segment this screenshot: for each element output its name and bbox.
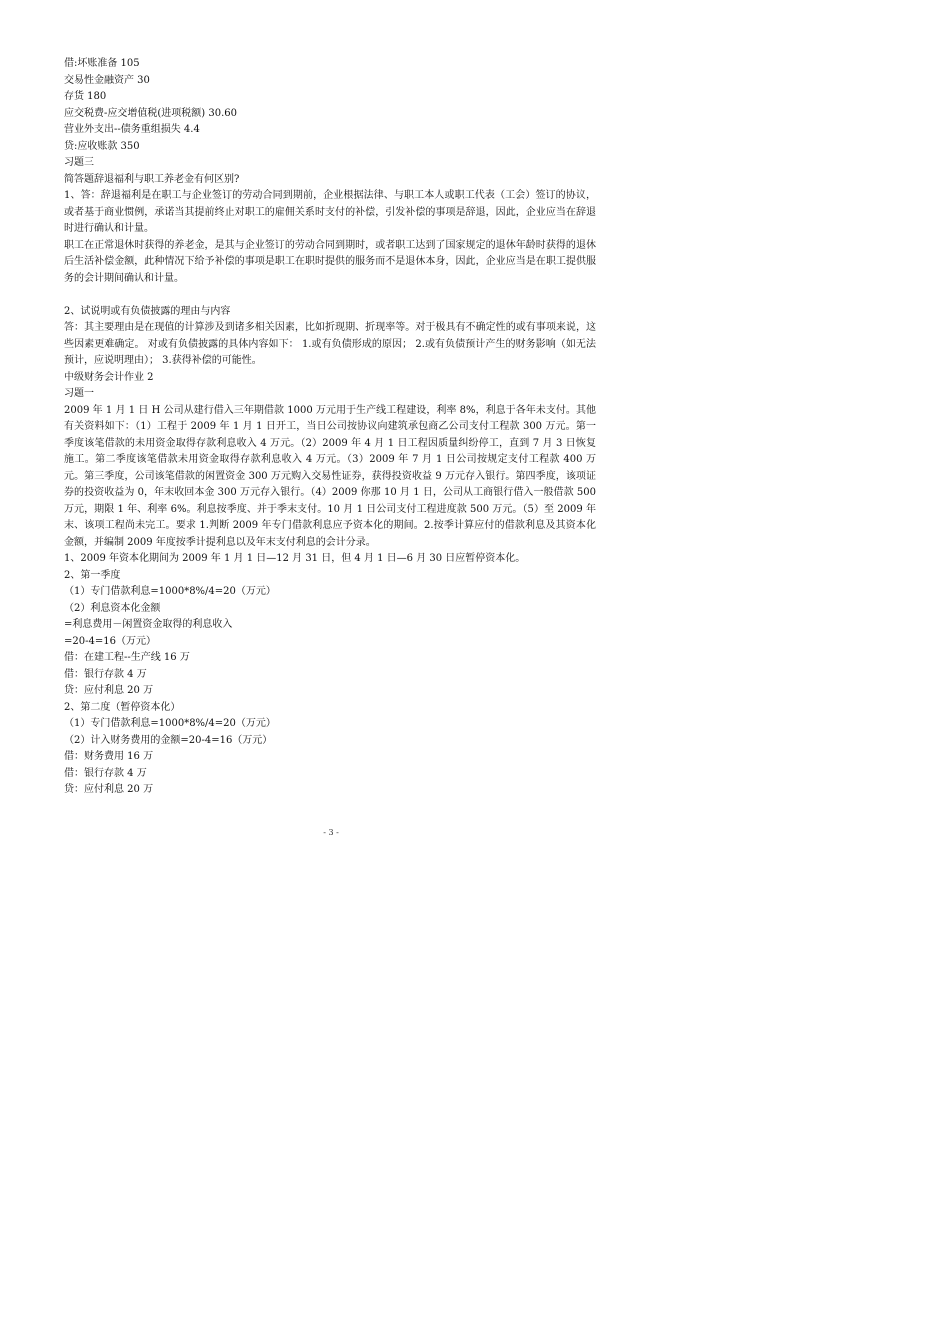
page-number: - 3 - xyxy=(323,828,339,837)
calculation-line: （2）计入财务费用的金额=20-4=16（万元） xyxy=(64,734,273,746)
journal-line: 贷：应付利息 20 万 xyxy=(64,784,154,795)
answer-paragraph: 答：其主要理由是在现值的计算涉及到诸多相关因素，比如折现期、折现率等。对于极具有不确定性的或有事项来说，这些因素更难确定。 对或有负债披露的具体内容如下： 1.或有负债形成的原因； 2.或有负债预计产生的财务影响（如无法预计，应说明理由）； 3.获得补偿的可能性。 xyxy=(64,322,596,366)
quarter-heading: 2、第二度（暂停资本化） xyxy=(64,701,181,713)
journal-line: 应交税费-应交增值税(进项税额) 30.60 xyxy=(64,107,237,119)
calculation-line: （1）专门借款利息=1000*8%/4=20（万元） xyxy=(64,718,276,729)
exercise-heading: 习题三 xyxy=(64,157,94,168)
calculation-line: （2）利息资本化金额 xyxy=(64,602,161,614)
calculation-line: =利息费用－闲置资金取得的利息收入 xyxy=(64,619,233,630)
journal-line: 贷：应付利息 20 万 xyxy=(64,685,154,696)
document-page xyxy=(64,56,596,799)
answer-paragraph: 职工在正常退休时获得的养老金，是其与企业签订的劳动合同到期时，或者职工达到了国家规定的退休年龄时获得的退休后生活补偿金额，此种情况下给予补偿的事项是职工在职时提供的服务而不是退休本身，因此，企业应当是在职工提供服务的会计期间确认和计量。 xyxy=(64,239,596,284)
calculation-line: =20-4=16（万元） xyxy=(64,635,156,647)
journal-line: 借:坏账准备 105 xyxy=(64,58,140,69)
journal-line: 交易性金融资产 30 xyxy=(64,74,150,86)
quarter-heading: 2、第一季度 xyxy=(64,569,121,581)
section-title: 中级财务会计作业 2 xyxy=(64,371,154,383)
question-title: 简答题辞退福利与职工养老金有何区别? xyxy=(64,173,240,185)
journal-line: 存货 180 xyxy=(64,91,107,102)
answer-line: 1、2009 年资本化期间为 2009 年 1 月 1 日—12 月 31 日，但 4 月 1 日—6 月 30 日应暂停资本化。 xyxy=(64,553,526,564)
blank-line xyxy=(64,287,596,304)
journal-line: 贷:应收账款 350 xyxy=(64,140,140,152)
calculation-line: （1）专门借款利息=1000*8%/4=20（万元） xyxy=(64,586,276,597)
journal-line: 营业外支出--债务重组损失 4.4 xyxy=(64,124,200,135)
journal-line: 借：银行存款 4 万 xyxy=(64,668,147,680)
journal-line: 借：在建工程--生产线 16 万 xyxy=(64,652,190,663)
exercise-heading: 习题一 xyxy=(64,388,94,399)
answer-paragraph: 1、答：辞退福利是在职工与企业签订的劳动合同到期前，企业根据法律、与职工本人或职工代表（工会）签订的协议，或者基于商业惯例，承诺当其提前终止对职工的雇佣关系时支付的补偿，引发补偿的事项是辞退，因此，企业应当在辞退时进行确认和计量。 xyxy=(64,190,596,234)
question-title: 2、试说明或有负债披露的理由与内容 xyxy=(64,305,231,317)
problem-statement: 2009 年 1 月 1 日 H 公司从建行借入三年期借款 1000 万元用于生产线工程建设，利率 8%，利息于各年未支付。其他有关资料如下：（1）工程于 2009 年 1 月 1 日开工，当日公司按协议向建筑承包商乙公司支付工程款 300 万元。第一季度该笔借款的未用资金取得存款利息收入 4 万元。（2）2009 年 4 月 1 日工程因质量纠纷停工，直到 7 月 3 日恢复施工。第二季度该笔借款未用资金取得存款利息收入 4 万元。（3）2009 年 7 月 1 日公司按规定支付工程款 400 万元。第三季度，公司该笔借款的闲置资金 300 万元购入交易性证券，获得投资收益 9 万元存入银行。第四季度，该项证券的投资收益为 0，年末收回本金 300 万元存入银行。（4）2009 你那 10 月 1 日，公司从工商银行借入一般借款 500 万元，期限 1 年、利率 6%。利息按季度、并于季末支付。10 月 1 日公司支付工程进度款 500 万元。（5）至 2009 年末、该项工程尚未完工。要求 1.判断 2009 年专门借款利息应予资本化的期间。2.按季计算应付的借款利息及其资本化金额，并编制 2009 年度按季计提利息以及年末支付利息的会计分录。 xyxy=(64,404,596,548)
journal-line: 借：银行存款 4 万 xyxy=(64,767,147,779)
journal-line: 借：财务费用 16 万 xyxy=(64,751,154,762)
